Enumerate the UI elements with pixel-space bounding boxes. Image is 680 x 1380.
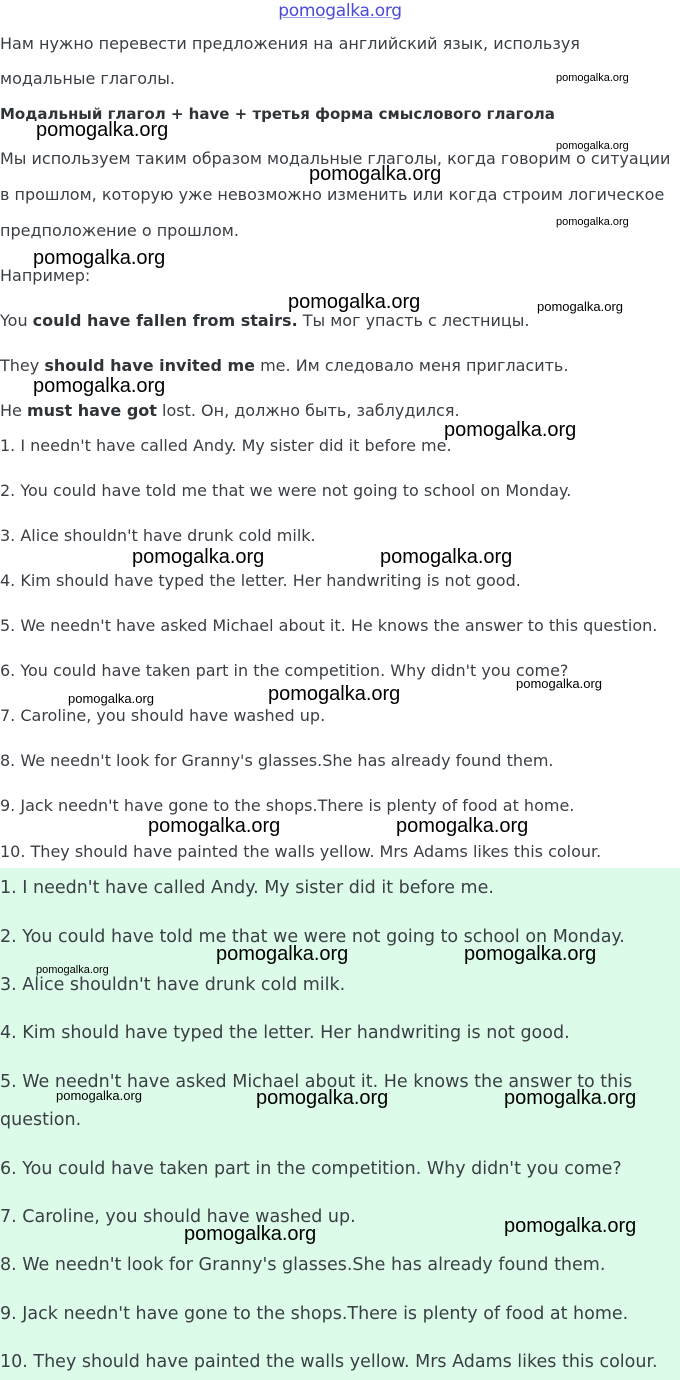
sentence-7: 7. Caroline, you should have washed up. [0,706,326,725]
watermark: pomogalka.org [556,72,629,84]
site-logo-link[interactable]: pomogalka.org [278,1,402,21]
sentence-5: 5. We needn't have asked Michael about it. He knows the answer to this question. [0,616,658,635]
watermark: pomogalka.org [464,943,597,965]
watermark: pomogalka.org [68,691,154,706]
sentence-1: 1. I needn't have called Andy. My sister did it before me. [0,436,452,455]
watermark: pomogalka.org [504,1087,637,1109]
example-2-post: me. Им следовало меня пригласить. [255,356,569,375]
example-2 [0,356,568,376]
answer-10: 10. They should have painted the walls yellow. Mrs Adams likes this colour. [0,1352,658,1372]
sentence-10: 10. They should have painted the walls yellow. Mrs Adams likes this colour. [0,842,602,861]
watermark: pomogalka.org [556,216,629,228]
example-label: Например: [0,266,91,285]
watermark: pomogalka.org [537,299,623,314]
watermark: pomogalka.org [33,375,166,397]
watermark: pomogalka.org [309,163,442,185]
answer-8: 8. We needn't look for Granny's glasses.She has already found them. [0,1255,606,1275]
watermark: pomogalka.org [516,676,602,691]
watermark: pomogalka.org [556,140,629,152]
watermark: pomogalka.org [444,419,577,441]
watermark: pomogalka.org [380,546,513,568]
explanation-line-1: Мы используем таким образом модальные глаголы, когда говорим о ситуации [0,149,671,168]
answer-3: 3. Alice shouldn't have drunk cold milk. [0,975,346,995]
sentence-9: 9. Jack needn't have gone to the shops.There is plenty of food at home. [0,796,575,815]
example-2-pre: They [0,356,45,375]
example-1 [0,311,530,331]
watermark: pomogalka.org [256,1087,389,1109]
example-3 [0,401,460,421]
answer-5-line-1: 5. We needn't have asked Michael about it. He knows the answer to this [0,1072,633,1092]
watermark: pomogalka.org [504,1215,637,1237]
example-1-bold: could have fallen from stairs. [32,311,298,330]
example-2-bold: should have invited me [44,356,255,375]
explanation-line-2: в прошлом, которую уже невозможно изменить или когда строим логическое [0,185,665,204]
watermark: pomogalka.org [132,546,265,568]
intro-line-2: модальные глаголы. [0,69,175,88]
watermark: pomogalka.org [184,1223,317,1245]
example-3-post: lost. Он, должно быть, заблудился. [156,401,460,420]
rule-heading: Модальный глагол + have + третья форма смыслового глагола [0,105,555,123]
answer-4: 4. Kim should have typed the letter. Her handwriting is not good. [0,1023,570,1043]
watermark: pomogalka.org [56,1088,142,1103]
sentence-6: 6. You could have taken part in the competition. Why didn't you come? [0,661,569,680]
watermark: pomogalka.org [288,291,421,313]
answer-7: 7. Caroline, you should have washed up. [0,1207,356,1227]
watermark: pomogalka.org [268,683,401,705]
intro-line-1: Нам нужно перевести предложения на английский язык, используя [0,34,580,53]
answer-1: 1. I needn't have called Andy. My sister did it before me. [0,878,494,898]
sentence-3: 3. Alice shouldn't have drunk cold milk. [0,526,316,545]
example-3-bold: must have got [26,401,157,420]
watermark: pomogalka.org [33,247,166,269]
explanation-line-3: предположение о прошлом. [0,221,239,240]
example-1-pre: You [0,311,33,330]
watermark: pomogalka.org [36,119,169,141]
watermark: pomogalka.org [396,815,529,837]
sentence-8: 8. We needn't look for Granny's glasses.She has already found them. [0,751,554,770]
answer-2: 2. You could have told me that we were not going to school on Monday. [0,927,625,947]
answer-5-line-2: question. [0,1110,82,1130]
answer-9: 9. Jack needn't have gone to the shops.There is plenty of food at home. [0,1304,629,1324]
answer-6: 6. You could have taken part in the competition. Why didn't you come? [0,1159,622,1179]
sentence-2: 2. You could have told me that we were not going to school on Monday. [0,481,572,500]
watermark: pomogalka.org [36,964,109,976]
sentence-4: 4. Kim should have typed the letter. Her handwriting is not good. [0,571,521,590]
example-1-post: Ты мог упасть с лестницы. [297,311,530,330]
example-3-pre: He [0,401,27,420]
watermark: pomogalka.org [216,943,349,965]
watermark: pomogalka.org [148,815,281,837]
